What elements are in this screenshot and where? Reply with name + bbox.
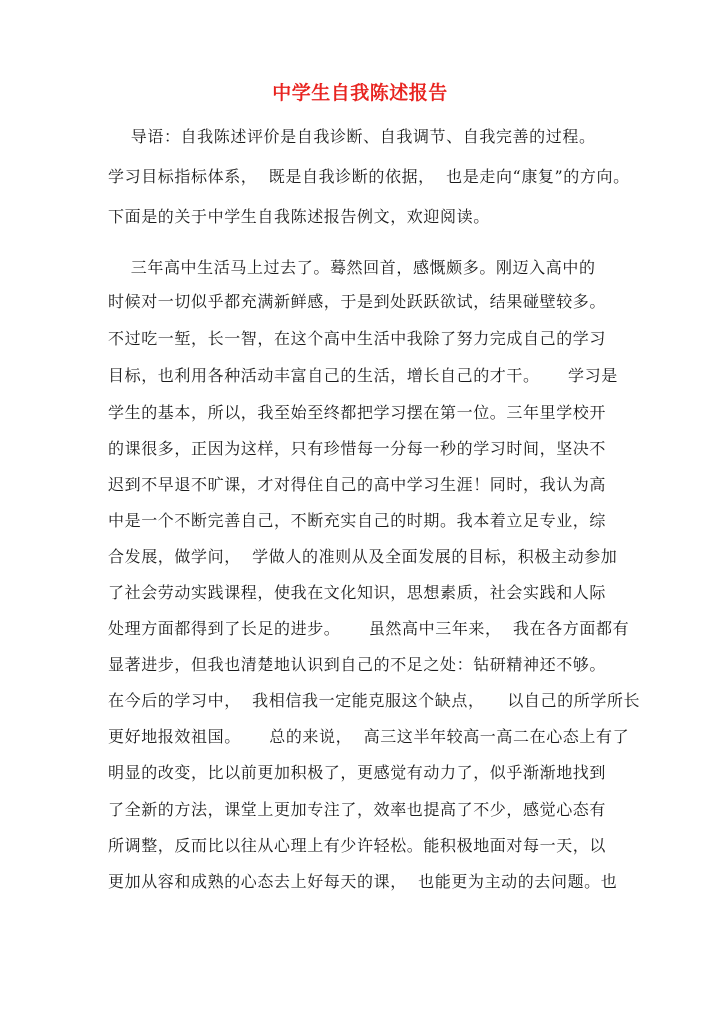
body-line: 迟到不早退不旷课，才对得住自己的高中学习生涯！同时，我认为高 <box>108 475 607 494</box>
body-line: 合发展，做学问， 学做人的准则从及全面发展的目标，积极主动参加 <box>108 547 618 566</box>
body-line: 明显的改变，比以前更加积极了，更感觉有动力了，似乎渐渐地找到 <box>108 763 607 782</box>
page-title: 中学生自我陈述报告 <box>272 82 448 104</box>
body-line: 目标，也利用各种活动丰富自己的生活，增长自己的才干。 学习是 <box>108 366 618 385</box>
body-line: 了全新的方法，课堂上更加专注了，效率也提高了不少，感觉心态有 <box>108 800 607 819</box>
intro-line: 学习目标指标体系， 既是自我诊断的依据， 也是走向“康复”的方向。 <box>108 167 630 186</box>
body-line: 处理方面都得到了长足的进步。 虽然高中三年来， 我在各方面都有 <box>108 619 630 638</box>
intro-line: 导语：自我陈述评价是自我诊断、自我调节、自我完善的过程。 <box>108 127 596 146</box>
body-line: 了社会劳动实践课程，使我在文化知识，思想素质，社会实践和人际 <box>108 583 607 602</box>
body-line: 的课很多，正因为这样，只有珍惜每一分每一秒的学习时间，坚决不 <box>108 439 607 458</box>
body-line: 时候对一切似乎都充满新鲜感，于是到处跃跃欲试，结果碰壁较多。 <box>108 292 607 311</box>
intro-line: 下面是的关于中学生自我陈述报告例文，欢迎阅读。 <box>108 207 490 226</box>
body-line: 三年高中生活马上过去了。蓦然回首，感慨颇多。刚迈入高中的 <box>108 258 596 277</box>
body-line: 更好地报效祖国。 总的来说， 高三这半年较高一高二在心态上有了 <box>108 727 630 746</box>
body-line: 学生的基本，所以，我至始至终都把学习摆在第一位。三年里学校开 <box>108 403 607 422</box>
body-line: 更加从容和成熟的心态去上好每天的课， 也能更为主动的去问题。也 <box>108 872 618 891</box>
body-line: 中是一个不断完善自己，不断充实自己的时期。我本着立足专业，综 <box>108 511 607 530</box>
body-line: 所调整，反而比以往从心理上有少许轻松。能积极地面对每一天，以 <box>108 836 607 855</box>
body-line: 不过吃一堑，长一智，在这个高中生活中我除了努力完成自己的学习 <box>108 329 607 348</box>
body-line: 显著进步，但我也清楚地认识到自己的不足之处：钻研精神还不够。 <box>108 655 607 674</box>
body-line: 在今后的学习中， 我相信我一定能克服这个缺点， 以自己的所学所长 <box>108 691 641 710</box>
